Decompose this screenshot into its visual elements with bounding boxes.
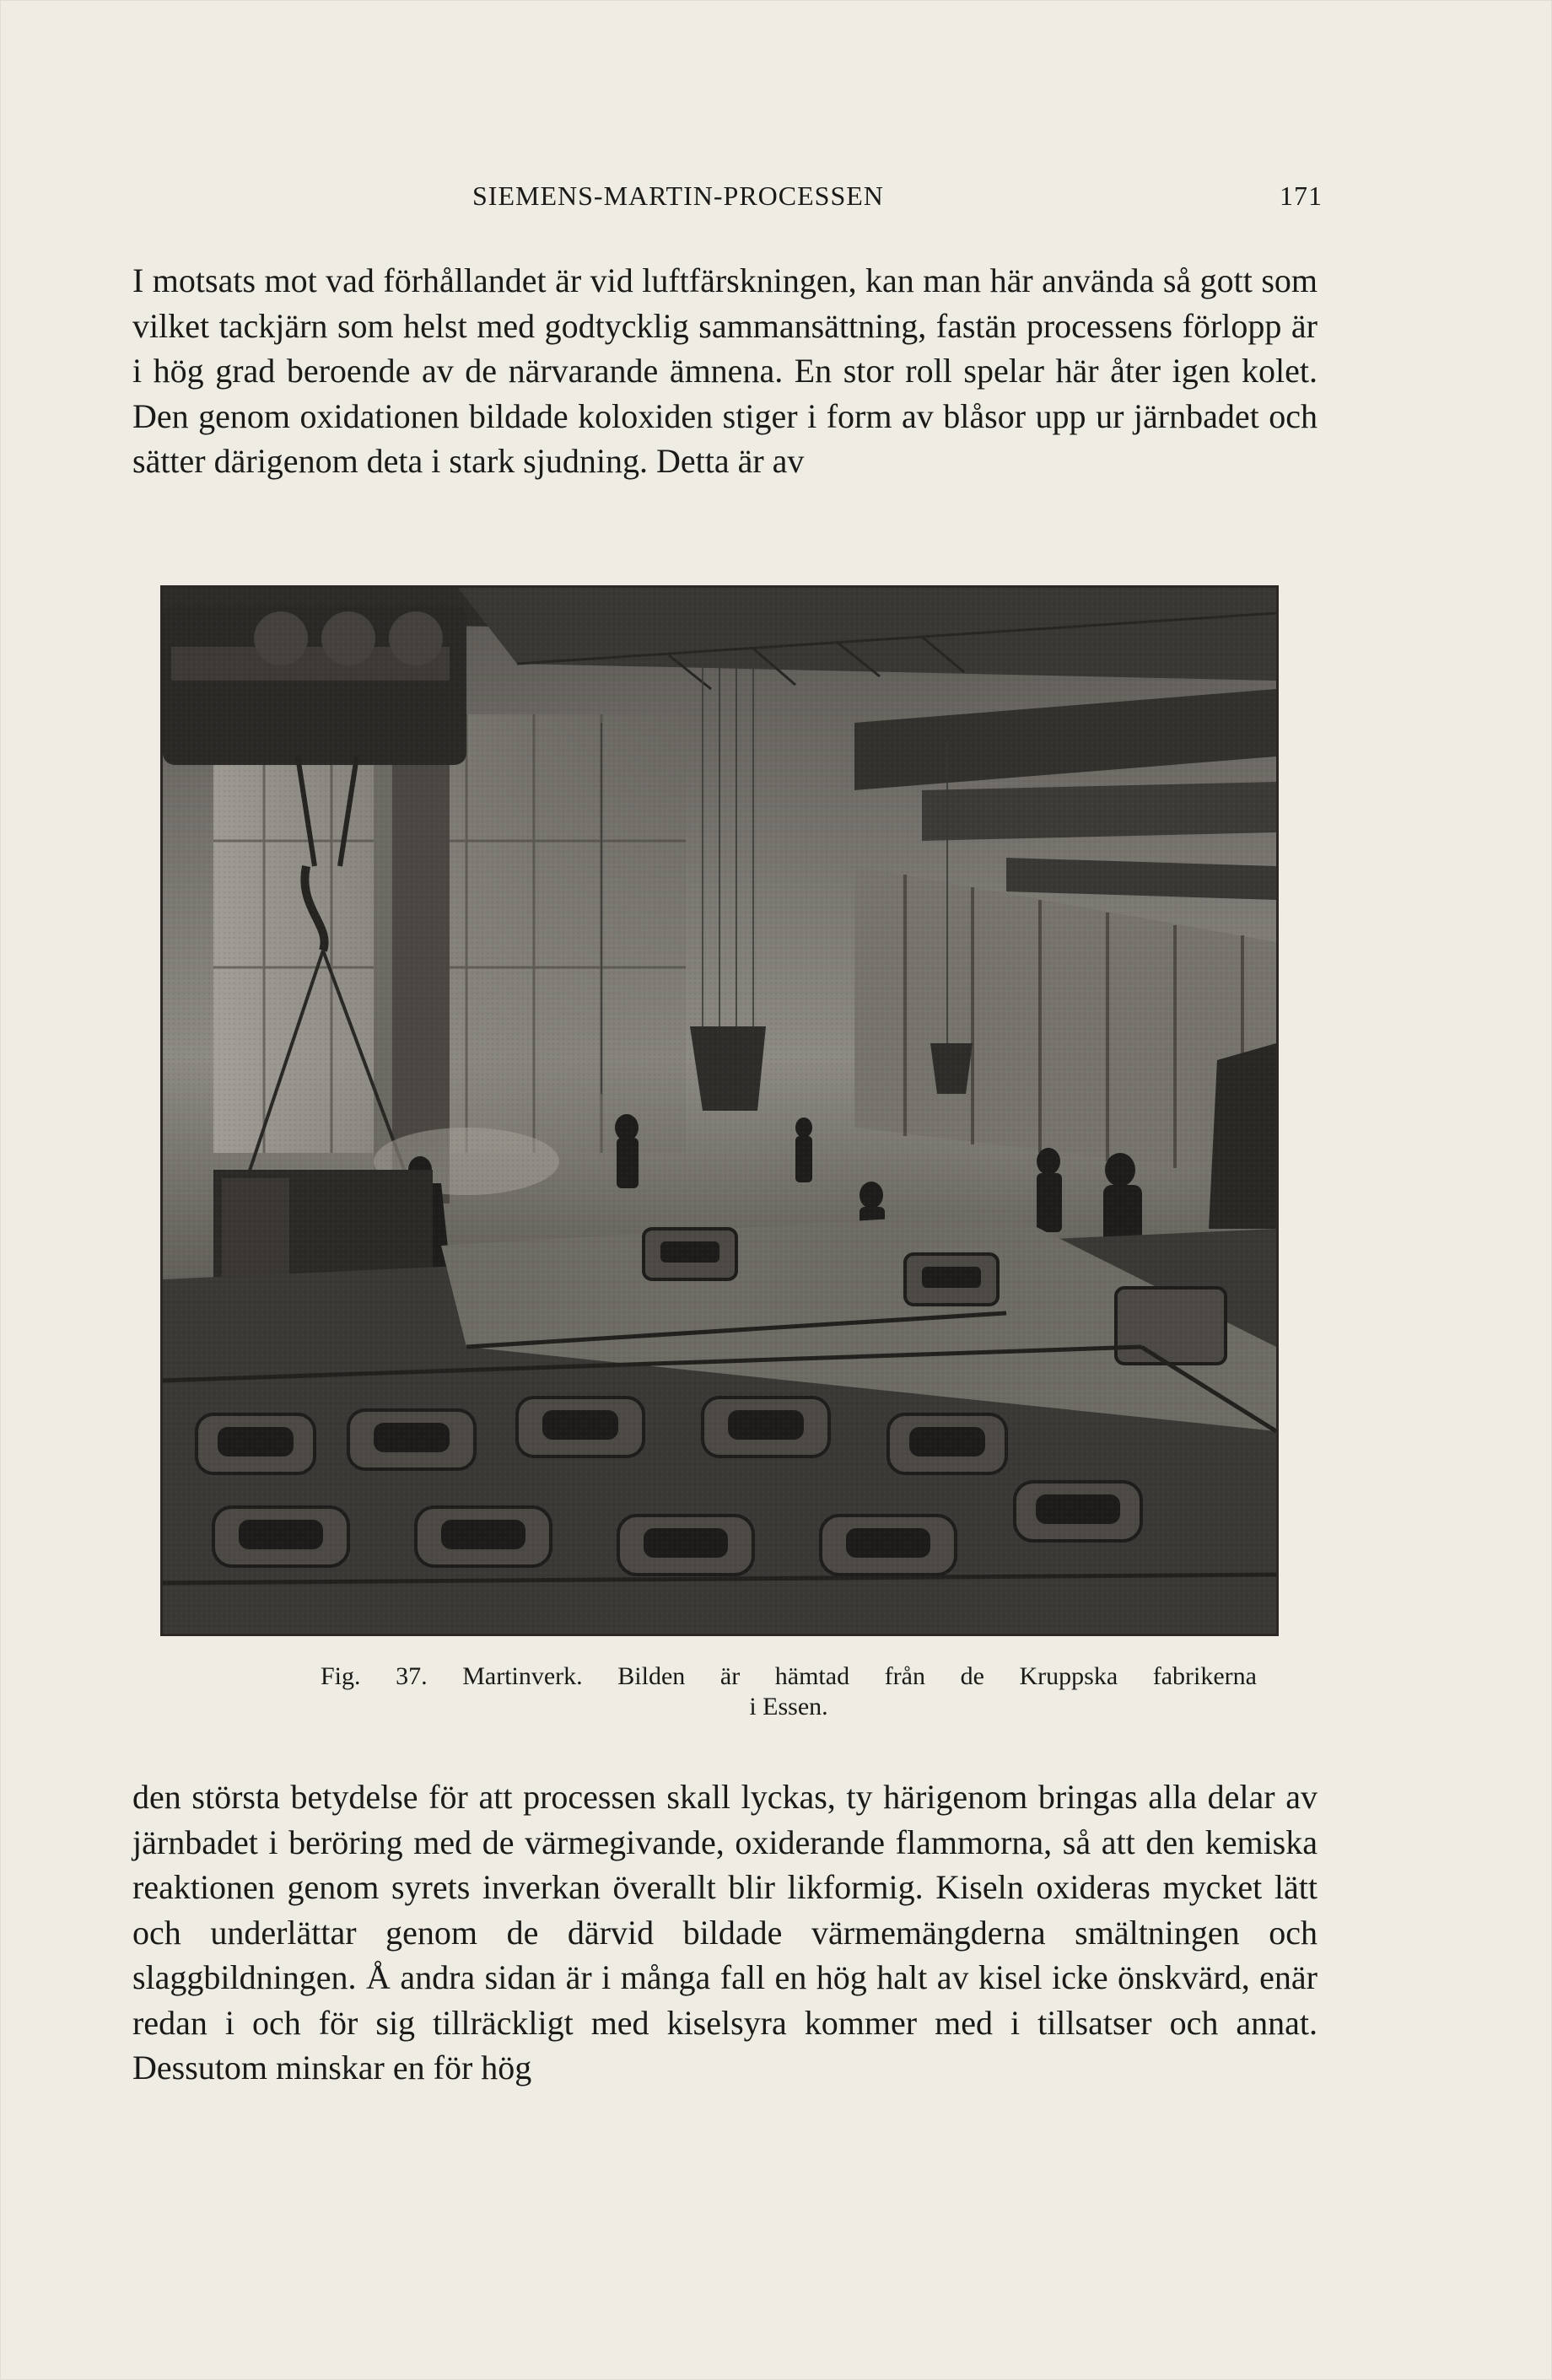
- figure-caption-line1: Fig. 37. Martinverk. Bilden är hämtad från de Kruppska fabrikerna: [321, 1662, 1257, 1690]
- figure-photograph: [160, 585, 1279, 1636]
- steelworks-hall-illustration: [163, 588, 1276, 1634]
- figure-caption-line2: i Essen.: [749, 1693, 828, 1720]
- running-title: SIEMENS-MARTIN-PROCESSEN: [472, 180, 884, 211]
- paragraph-first: I motsats mot vad förhållandet är vid luftfärskningen, kan man här använda så gott som vilket tackjärn som helst med godtycklig sammansättning, fastän processens förlopp är i hög grad beroende av de närvarande ämnena. En stor roll spelar här åter igen kolet. Den genom oxidationen bildade koloxiden stiger i form av blåsor upp ur järnbadet och sätter därigenom deta i stark sjudning. Detta är av: [132, 261, 1318, 480]
- running-header: [169, 180, 1323, 212]
- page-number: 171: [1280, 180, 1323, 211]
- paragraph-second: den största betydelse för att processen skall lyckas, ty härigenom bringas alla delar av järnbadet i beröring med de värmegivande, oxiderande flammorna, så att den kemiska reaktionen genom syrets inverkan överallt blir likformig. Kiseln oxideras mycket lätt och underlättar genom de därvid bildade värmemängderna smältningen och slaggbildningen. Å andra sidan är i många fall en hög halt av kisel icke önskvärd, enär redan i och för sig tillräckligt med kiselsyra kommer med i tillsatser och annat. Dessutom minskar en för hög: [132, 1778, 1318, 2087]
- figure-caption: [321, 1661, 1257, 1722]
